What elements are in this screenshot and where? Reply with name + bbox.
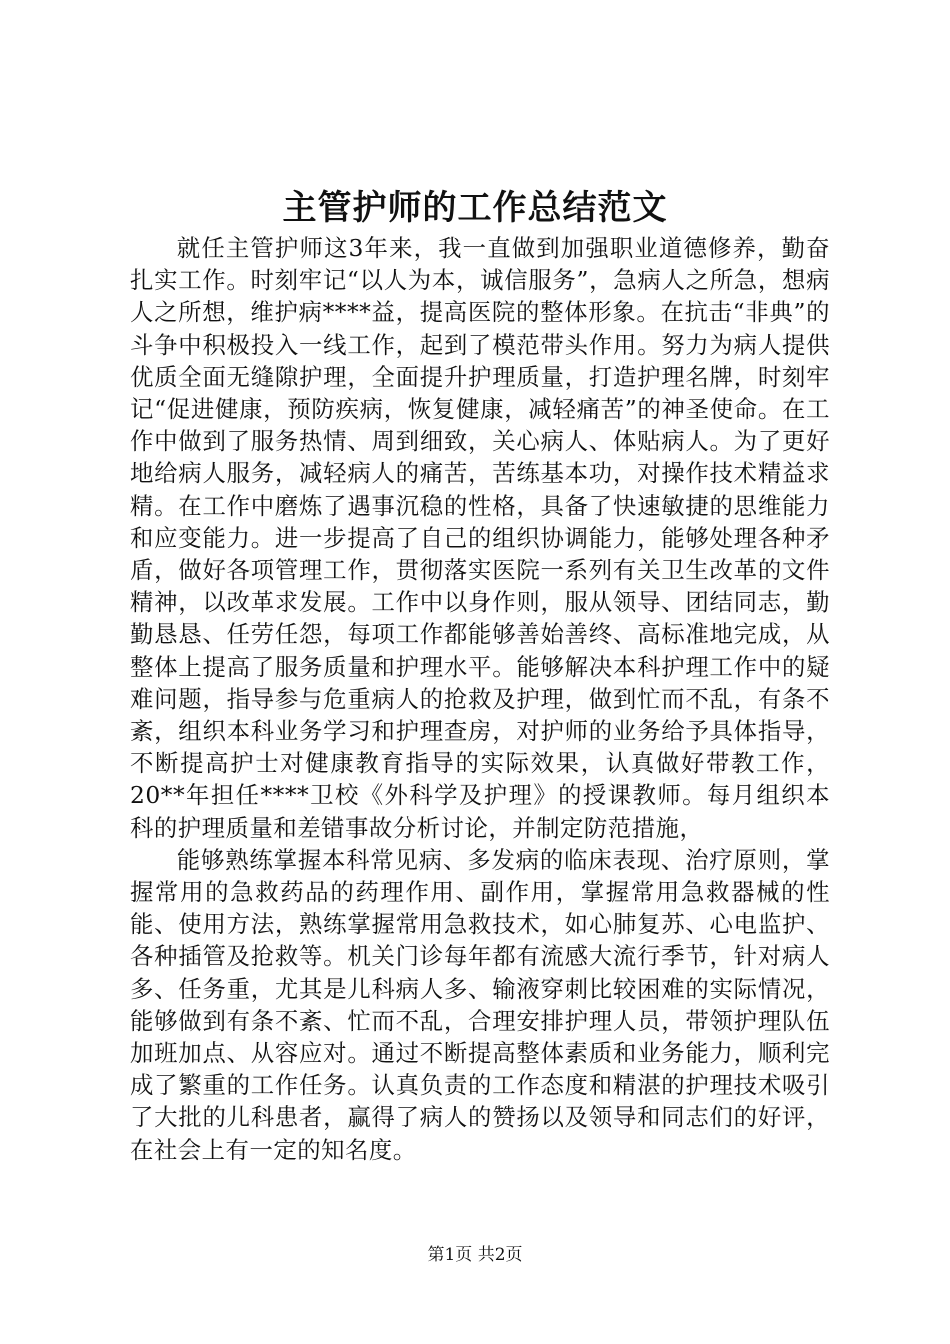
document-body <box>130 232 830 1166</box>
page-footer <box>0 1244 950 1266</box>
page-total: 共2页 <box>477 1245 523 1265</box>
body-paragraph-1: 就任主管护师这3年来，我一直做到加强职业道德修养，勤奋扎实工作。时刻牢记“以人为本，诚信服务”，急病人之所急，想病人之所想，维护病****益，提高医院的整体形象。在抗击“非典”的斗争中积极投入一线工作，起到了模范带头作用。努力为病人提供优质全面无缝隙护理，全面提升护理质量，打造护理名牌，时刻牢记“促进健康，预防疾病，恢复健康，减轻痛苦”的神圣使命。在工作中做到了服务热情、周到细致，关心病人、体贴病人。为了更好地给病人服务，减轻病人的痛苦，苦练基本功，对操作技术精益求精。在工作中磨炼了遇事沉稳的性格，具备了快速敏捷的思维能力和应变能力。进一步提高了自己的组织协调能力，能够处理各种矛盾，做好各项管理工作，贯彻落实医院一系列有关卫生改革的文件精神，以改革求发展。工作中以身作则，服从领导、团结同志，勤勤恳恳、任劳任怨，每项工作都能够善始善终、高标准地完成，从整体上提高了服务质量和护理水平。能够解决本科护理工作中的疑难问题，指导参与危重病人的抢救及护理，做到忙而不乱，有条不紊，组织本科业务学习和护理查房，对护师的业务给予具体指导，不断提高护士对健康教育指导的实际效果，认真做好带教工作，20**年担任****卫校《外科学及护理》的授课教师。每月组织本科的护理质量和差错事故分析讨论，并制定防范措施， <box>130 234 830 842</box>
body-paragraph-2: 能够熟练掌握本科常见病、多发病的临床表现、治疗原则，掌握常用的急救药品的药理作用、副作用，掌握常用急救器械的性能、使用方法，熟练掌握常用急救技术，如心肺复苏、心电监护、各种插管及抢救等。机关门诊每年都有流感大流行季节，针对病人多、任务重，尤其是儿科病人多、输液穿刺比较困难的实际情况，能够做到有条不紊、忙而不乱，合理安排护理人员，带领护理队伍加班加点、从容应对。通过不断提高整体素质和业务能力，顺利完成了繁重的工作任务。认真负责的工作态度和精湛的护理技术吸引了大批的儿科患者，赢得了病人的赞扬以及领导和同志们的好评，在社会上有一定的知名度。 <box>130 845 830 1164</box>
page-number: 第1页 <box>427 1245 473 1265</box>
document-title: 主管护师的工作总结范文 <box>282 188 668 228</box>
